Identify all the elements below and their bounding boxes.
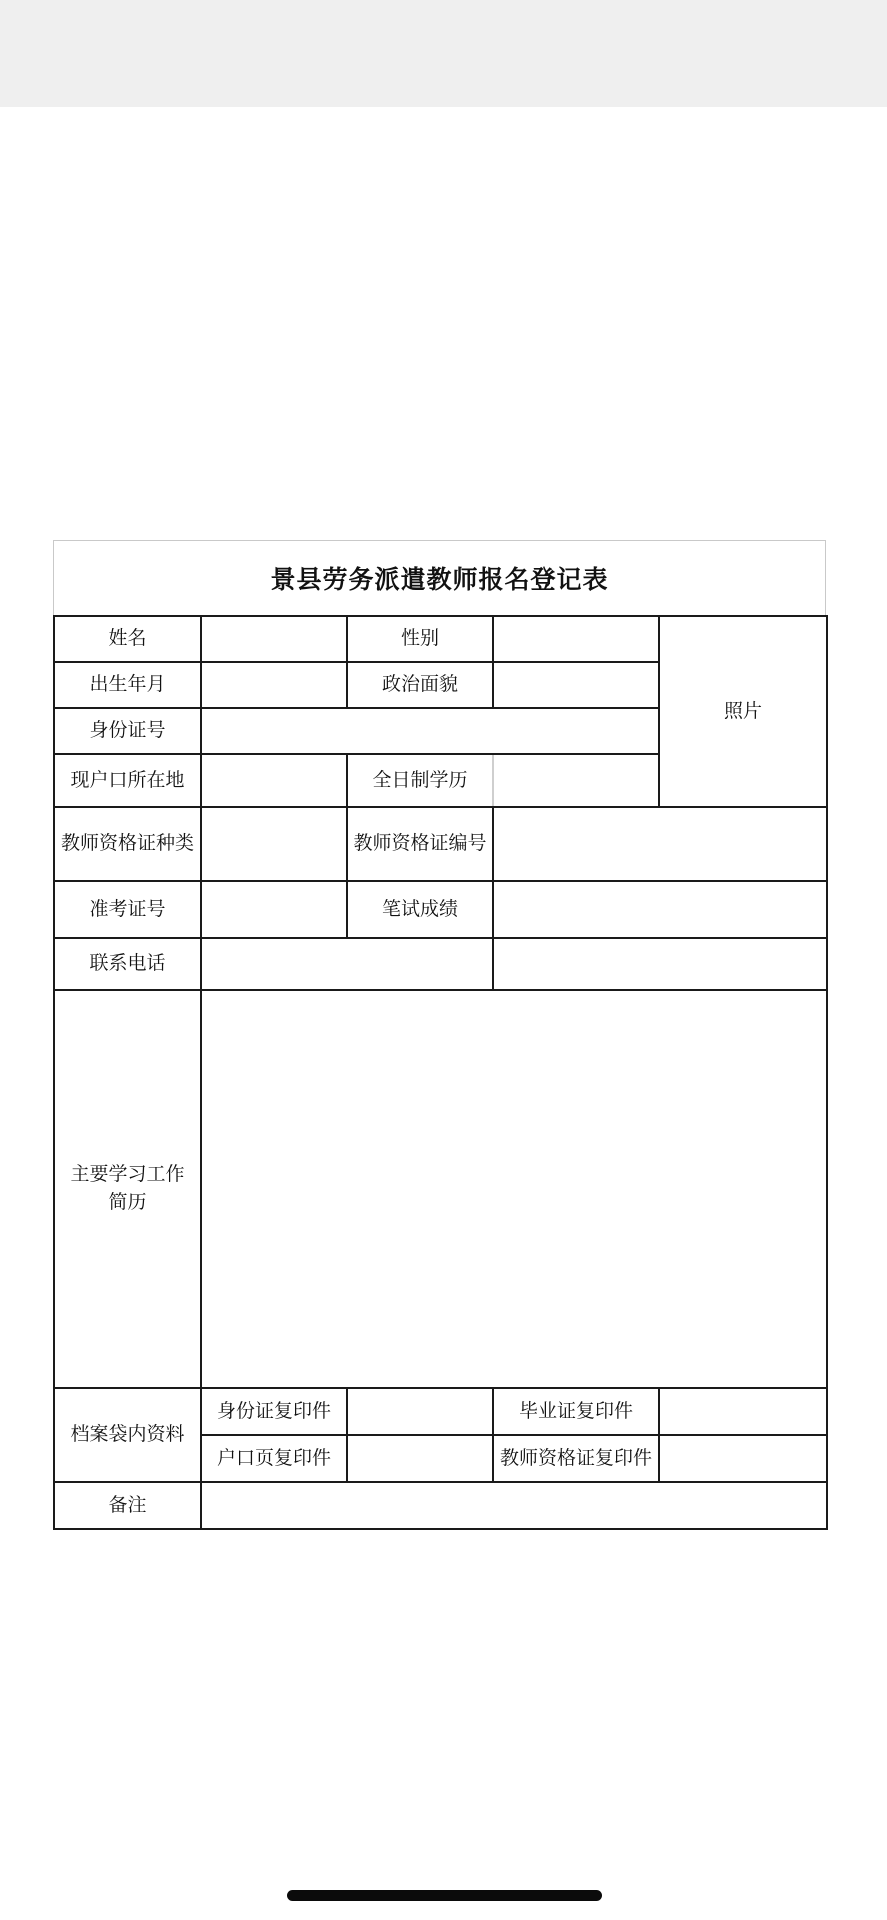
- photo-cell[interactable]: 照片: [659, 616, 827, 807]
- resume-field[interactable]: [201, 990, 827, 1388]
- name-field[interactable]: [201, 616, 347, 662]
- political-field[interactable]: [493, 662, 659, 708]
- phone-extra-field[interactable]: [493, 938, 827, 990]
- resume-label: [54, 990, 201, 1388]
- table-row: [54, 881, 827, 938]
- resume-label-line2: 简历: [108, 1191, 147, 1213]
- birth-field[interactable]: [201, 662, 347, 708]
- resume-label-line1: 主要学习工作: [70, 1163, 185, 1186]
- political-label: 政治面貌: [347, 662, 493, 708]
- hukou-copy-label: 户口页复印件: [201, 1435, 347, 1482]
- hukou-copy-field[interactable]: [347, 1435, 493, 1482]
- phone-label: 联系电话: [54, 938, 201, 990]
- cert-type-label: 教师资格证种类: [54, 807, 201, 881]
- id-number-field[interactable]: [201, 708, 659, 754]
- table-row: [54, 807, 827, 881]
- gender-label: 性别: [347, 616, 493, 662]
- cert-copy-field[interactable]: [659, 1435, 827, 1482]
- home-indicator[interactable]: [287, 1890, 602, 1901]
- written-score-field[interactable]: [493, 881, 827, 938]
- id-number-label: 身份证号: [54, 708, 201, 754]
- registration-table: [53, 615, 828, 1530]
- cert-type-field[interactable]: [201, 807, 347, 881]
- education-field[interactable]: [493, 754, 659, 807]
- exam-ticket-field[interactable]: [201, 881, 347, 938]
- phone-field[interactable]: [201, 938, 493, 990]
- table-row: [54, 1482, 827, 1529]
- top-status-area: [0, 0, 887, 107]
- exam-ticket-label: 准考证号: [54, 881, 201, 938]
- registration-form: [53, 540, 826, 1530]
- education-label: 全日制学历: [347, 754, 493, 807]
- id-copy-label: 身份证复印件: [201, 1388, 347, 1435]
- table-row: [54, 990, 827, 1388]
- diploma-copy-label: 毕业证复印件: [493, 1388, 659, 1435]
- id-copy-field[interactable]: [347, 1388, 493, 1435]
- form-title: 景县劳务派遣教师报名登记表: [53, 540, 826, 616]
- written-score-label: 笔试成绩: [347, 881, 493, 938]
- remarks-field[interactable]: [201, 1482, 827, 1529]
- diploma-copy-field[interactable]: [659, 1388, 827, 1435]
- gender-field[interactable]: [493, 616, 659, 662]
- hukou-field[interactable]: [201, 754, 347, 807]
- table-row: [54, 1388, 827, 1435]
- cert-number-field[interactable]: [493, 807, 827, 881]
- name-label: 姓名: [54, 616, 201, 662]
- hukou-label: 现户口所在地: [54, 754, 201, 807]
- cert-number-label: 教师资格证编号: [347, 807, 493, 881]
- table-row: [54, 616, 827, 662]
- table-row: [54, 938, 827, 990]
- birth-label: 出生年月: [54, 662, 201, 708]
- archive-label: 档案袋内资料: [54, 1388, 201, 1482]
- cert-copy-label: 教师资格证复印件: [493, 1435, 659, 1482]
- remarks-label: 备注: [54, 1482, 201, 1529]
